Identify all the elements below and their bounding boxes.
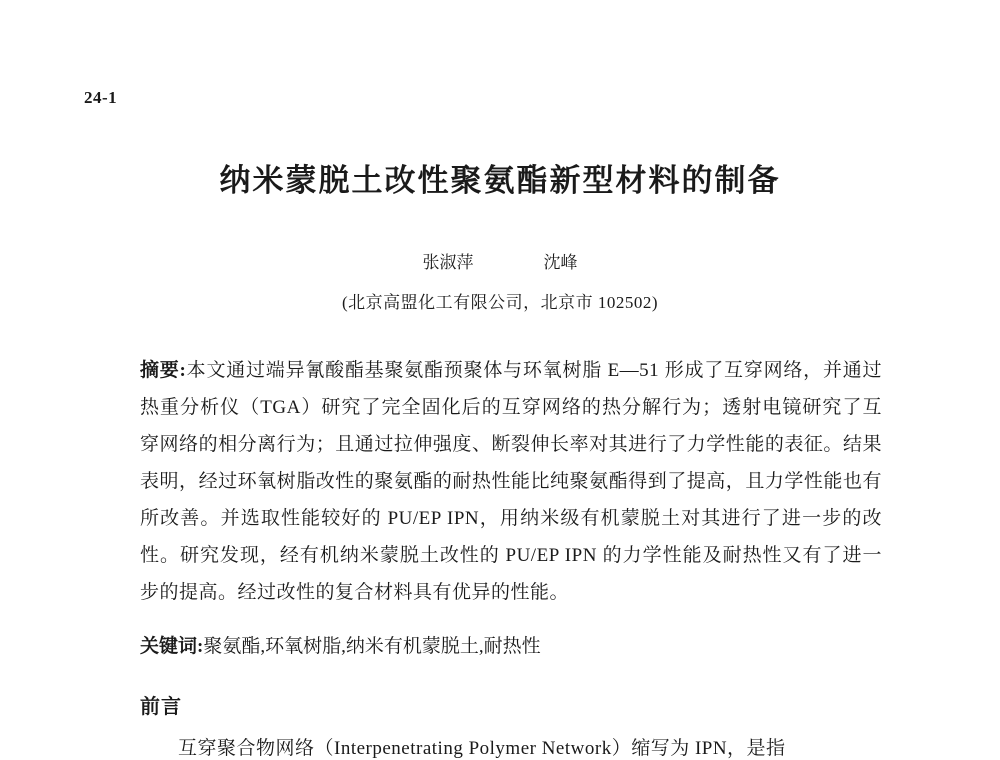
- intro-paragraph: 互穿聚合物网络（Interpenetrating Polymer Network）缩写为 IPN，是指: [178, 738, 786, 759]
- keywords-text: 聚氨酯,环氧树脂,纳米有机蒙脱土,耐热性: [203, 636, 541, 657]
- author-name-1: 张淑萍: [422, 253, 474, 272]
- abstract-text: 本文通过端异氰酸酯基聚氨酯预聚体与环氧树脂 E—51 形成了互穿网络，并通过热重分析仪（TGA）研究了完全固化后的互穿网络的热分解行为；透射电镜研究了互穿网络的相分离行为；且通过拉伸强度、断裂伸长率对其进行了力学性能的表征。结果表明，经过环氧树脂改性的聚氨酯的耐热性能比纯聚氨酯得到了提高，且力学性能也有所改善。并选取性能较好的 PU/EP IPN，用纳米级有机蒙脱土对其进行了进一步的改性。研究发现，经有机纳米蒙脱土改性的 PU/EP IPN 的力学性能及耐热性又有了进一步的提高。经过改性的复合材料具有优异的性能。: [140, 360, 883, 603]
- section-heading-foreword: 前言: [140, 696, 182, 718]
- keywords-label: 关键词:: [140, 636, 204, 657]
- paper-title: 纳米蒙脱土改性聚氨酯新型材料的制备: [219, 163, 781, 198]
- abstract-label: 摘要:: [140, 360, 187, 381]
- authors-line: [0, 248, 1000, 273]
- author-name-2: 沈峰: [543, 253, 578, 272]
- affiliation: (北京高盟化工有限公司，北京市 102502): [341, 293, 659, 312]
- page-number: 24-1: [84, 88, 118, 107]
- abstract-paragraph: [140, 352, 882, 611]
- keywords-line: [140, 632, 882, 662]
